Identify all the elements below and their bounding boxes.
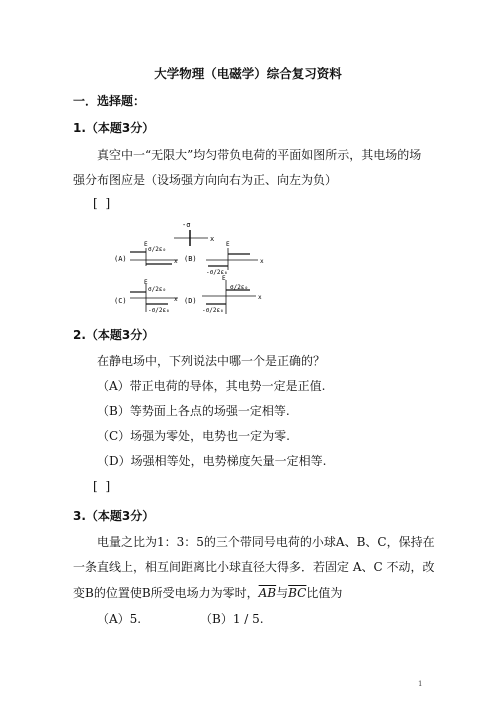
d-neg-value: -σ/2ε₀ [202,307,224,314]
q1-line2: 强分布图应是（设场强方向向右为正、向左为负） [73,173,338,187]
d-pos-value: σ/2ε₀ [230,284,249,291]
page-title: 大学物理（电磁学）综合复习资料 [154,66,342,81]
q3-line3-end: 比值为 [306,586,343,600]
page-number: 1 [418,680,423,688]
option-c-label: (C) [114,297,127,305]
q3-line3-start: 变B的位置使B所受电场力为零时， [73,586,259,600]
c-neg-value: -σ/2ε₀ [148,307,170,314]
q3-option-a: （A）5. [97,612,142,626]
option-d-label: (D) [184,297,197,305]
b-neg-value: -σ/2ε₀ [206,269,228,276]
d-e-label: E [222,275,226,282]
segment-ab: $\overline{AB}$ [258,586,277,600]
option-a-label: (A) [114,255,127,263]
a-e-label: E [144,241,148,248]
c-axis-x: x [174,296,178,303]
q2-option-a: （A）带正电荷的导体，其电势一定是正值. [97,379,326,393]
q3-header: 3.（本题3分） [73,509,155,523]
q2-answer-bracket: [ ] [93,479,113,493]
q1-line1: 真空中一“无限大”均匀带负电荷的平面如图所示，其电场的场 [97,148,422,162]
d-axis-x: x [258,294,262,301]
a-axis-x: x [174,258,178,265]
top-charge-label: -σ [182,221,191,229]
a-pos-value: σ/2ε₀ [148,246,167,253]
segment-bc: $\overline{BC}$ [288,586,307,600]
q2-option-c: （C）场强为零处，电势也一定为零. [97,429,290,443]
q2-option-b: （B）等势面上各点的场强一定相等. [97,404,290,418]
q3-line2: 一条直线上，相互间距离比小球直径大得多．若固定 A、C 不动，改 [73,560,435,574]
q2-header: 2.（本题3分） [73,328,155,342]
c-e-label: E [144,279,148,286]
b-e-label: E [226,241,230,248]
b-axis-x: x [260,258,264,265]
q1-field-figure [110,218,270,318]
q2-stem: 在静电场中，下列说法中哪一个是正确的？ [97,354,326,368]
section-heading: 一．选择题： [73,94,146,108]
q3-line3 [73,584,342,601]
option-b-label: (B) [184,255,197,263]
q1-answer-bracket: [ ] [93,196,113,210]
q3-line3-mid: 与 [276,586,289,600]
top-axis-x: x [210,235,215,243]
q3-option-b: （B）1 / 5. [200,612,264,626]
q3-line1: 电量之比为1：3：5的三个带同号电荷的小球A、B、C，保持在 [97,535,435,549]
q2-option-d: （D）场强相等处，电势梯度矢量一定相等. [97,454,327,468]
c-pos-value: σ/2ε₀ [148,286,167,293]
q1-header: 1.（本题3分） [73,121,155,135]
